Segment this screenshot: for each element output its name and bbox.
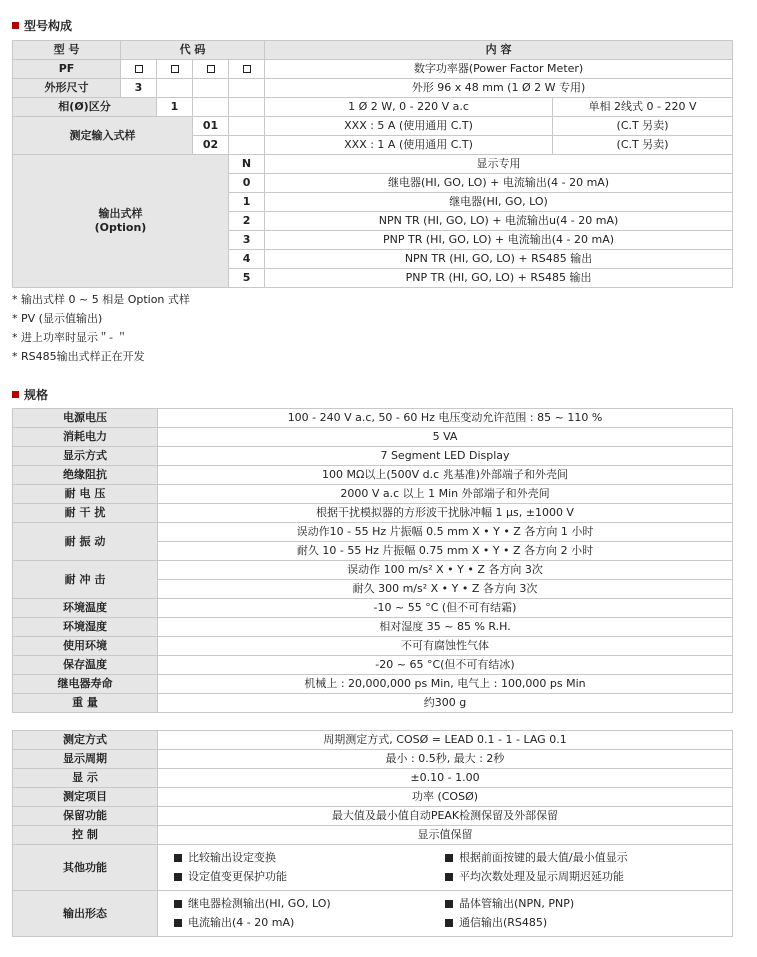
output-content: PNP TR (HI, GO, LO) + RS485 输出: [265, 269, 733, 288]
spec-value: 相对湿度 35 ~ 85 % R.H.: [158, 618, 733, 637]
func-value: ±0.10 - 1.00: [158, 769, 733, 788]
other-function-item: 根据前面按键的最大值/最小值显示: [459, 851, 628, 864]
code-header: 代 码: [121, 41, 265, 60]
spec-label: 显示方式: [13, 447, 158, 466]
section1-title: [12, 17, 72, 34]
output-content: 继电器(HI, GO, LO): [265, 193, 733, 212]
other-function-item: 比较输出设定变换: [188, 851, 276, 864]
output-content: NPN TR (HI, GO, LO) + 电流输出u(4 - 20 mA): [265, 212, 733, 231]
section1-title-text: 型号构成: [24, 19, 73, 33]
output-content: 显示专用: [265, 155, 733, 174]
other-functions-list: [158, 845, 733, 891]
phase-content1: 1 Ø 2 W, 0 - 220 V a.c: [265, 98, 553, 117]
note-item: * 进上功率时显示＂- ＂: [12, 331, 128, 344]
input-code: 01: [193, 117, 229, 136]
spec-label: 耐 电 压: [13, 485, 158, 504]
spec-label: 环境温度: [13, 599, 158, 618]
spec-value: 5 VA: [158, 428, 733, 447]
square-bullet-icon: [174, 873, 182, 881]
section-bullet-icon: [12, 22, 19, 29]
square-bullet-icon: [445, 873, 453, 881]
output-label-line1: 输出式样: [98, 207, 143, 220]
func-value: 最小 : 0.5秒, 最大 : 2秒: [158, 750, 733, 769]
output-code: 5: [229, 269, 265, 288]
square-bullet-icon: [174, 919, 182, 927]
shock-value: 耐久 300 m/s² X • Y • Z 各方向 3次: [158, 580, 733, 599]
spec-label: 保存温度: [13, 656, 158, 675]
square-bullet-icon: [445, 854, 453, 862]
size-code: 3: [121, 79, 157, 98]
spec-label: 环境湿度: [13, 618, 158, 637]
output-label: [13, 155, 229, 288]
input-content1: XXX : 5 A (使用通用 C.T): [265, 117, 553, 136]
output-type-item: 电流输出(4 - 20 mA): [188, 916, 295, 929]
checkbox-icon: [171, 65, 179, 73]
checkbox-icon: [207, 65, 215, 73]
vibration-value: 误动作10 - 55 Hz 片振幅 0.5 mm X • Y • Z 各方向 1 小时: [158, 523, 733, 542]
vibration-label: 耐 振 动: [13, 523, 158, 561]
output-label-line2: (Option): [94, 221, 147, 234]
func-label: 显 示: [13, 769, 158, 788]
output-type-item: 通信输出(RS485): [459, 916, 548, 929]
shock-label: 耐 冲 击: [13, 561, 158, 599]
model-table: [12, 40, 733, 288]
output-code: N: [229, 155, 265, 174]
checkbox-icon: [243, 65, 251, 73]
spec-label: 耐 干 扰: [13, 504, 158, 523]
square-bullet-icon: [174, 854, 182, 862]
model-header: 型 号: [13, 41, 121, 60]
square-bullet-icon: [445, 900, 453, 908]
section-bullet-icon: [12, 391, 19, 398]
spec-value: -20 ~ 65 °C(但不可有结冰): [158, 656, 733, 675]
spec-table: [12, 408, 733, 713]
spec-value: 不可有腐蚀性气体: [158, 637, 733, 656]
spec-label: 电源电压: [13, 409, 158, 428]
square-bullet-icon: [445, 919, 453, 927]
func-label: 显示周期: [13, 750, 158, 769]
input-content1: XXX : 1 A (使用通用 C.T): [265, 136, 553, 155]
spec-label: 继电器寿命: [13, 675, 158, 694]
func-value: 最大值及最小值自动PEAK检测保留及外部保留: [158, 807, 733, 826]
func-label: 保留功能: [13, 807, 158, 826]
content-header: 内 容: [265, 41, 733, 60]
size-label: 外形尺寸: [13, 79, 121, 98]
section2-title: [12, 386, 48, 403]
phase-code: 1: [157, 98, 193, 117]
func-label: 测定项目: [13, 788, 158, 807]
func-value: 功率 (COSØ): [158, 788, 733, 807]
spec-label: 重 量: [13, 694, 158, 713]
spec-value: 约300 g: [158, 694, 733, 713]
other-functions-label: 其他功能: [13, 845, 158, 891]
output-code: 1: [229, 193, 265, 212]
shock-value: 误动作 100 m/s² X • Y • Z 各方向 3次: [158, 561, 733, 580]
phase-label: 相(Ø)区分: [13, 98, 157, 117]
size-content: 外形 96 x 48 mm (1 Ø 2 W 专用): [265, 79, 733, 98]
notes-list: [12, 290, 190, 366]
input-content2: (C.T 另卖): [553, 136, 733, 155]
output-code: 4: [229, 250, 265, 269]
spec-value: -10 ~ 55 °C (但不可有结霜): [158, 599, 733, 618]
section2-title-text: 规格: [24, 388, 49, 402]
output-code: 2: [229, 212, 265, 231]
output-content: 继电器(HI, GO, LO) + 电流输出(4 - 20 mA): [265, 174, 733, 193]
output-code: 0: [229, 174, 265, 193]
phase-content2: 单相 2线式 0 - 220 V: [553, 98, 733, 117]
vibration-value: 耐久 10 - 55 Hz 片振幅 0.75 mm X • Y • Z 各方向 2 小时: [158, 542, 733, 561]
checkbox-icon: [135, 65, 143, 73]
spec-value: 2000 V a.c 以上 1 Min 外部端子和外壳间: [158, 485, 733, 504]
other-function-item: 设定值变更保护功能: [188, 870, 287, 883]
pf-label: PF: [13, 60, 121, 79]
func-label: 测定方式: [13, 731, 158, 750]
func-value: 显示值保留: [158, 826, 733, 845]
output-content: PNP TR (HI, GO, LO) + 电流输出(4 - 20 mA): [265, 231, 733, 250]
spec-value: 机械上 : 20,000,000 ps Min, 电气上 : 100,000 ps Min: [158, 675, 733, 694]
output-type-item: 晶体管输出(NPN, PNP): [459, 897, 575, 910]
func-value: 周期测定方式, COSØ = LEAD 0.1 - 1 - LAG 0.1: [158, 731, 733, 750]
spec-value: 根据干扰模拟器的方形波干扰脉冲幅 1 μs, ±1000 V: [158, 504, 733, 523]
other-function-item: 平均次数处理及显示周期迟延功能: [459, 870, 624, 883]
spec-label: 使用环境: [13, 637, 158, 656]
func-label: 控 制: [13, 826, 158, 845]
output-code: 3: [229, 231, 265, 250]
spec-value: 100 - 240 V a.c, 50 - 60 Hz 电压变动允许范围 : 85 ~ 110 %: [158, 409, 733, 428]
output-content: NPN TR (HI, GO, LO) + RS485 输出: [265, 250, 733, 269]
spec-label: 消耗电力: [13, 428, 158, 447]
note-item: * RS485输出式样正在开发: [12, 350, 145, 363]
output-type-label: 输出形态: [13, 891, 158, 937]
spec-label: 绝缘阻抗: [13, 466, 158, 485]
input-code: 02: [193, 136, 229, 155]
input-label: 测定输入式样: [13, 117, 193, 155]
note-item: * PV (显示值输出): [12, 312, 103, 325]
spec-value: 7 Segment LED Display: [158, 447, 733, 466]
input-content2: (C.T 另卖): [553, 117, 733, 136]
output-type-list: [158, 891, 733, 937]
pf-content: 数字功率器(Power Factor Meter): [265, 60, 733, 79]
function-table: [12, 730, 733, 937]
output-type-item: 继电器检测输出(HI, GO, LO): [188, 897, 331, 910]
spec-value: 100 MΩ以上(500V d.c 兆基准)外部端子和外壳间: [158, 466, 733, 485]
square-bullet-icon: [174, 900, 182, 908]
note-item: * 输出式样 0 ~ 5 相是 Option 式样: [12, 293, 190, 306]
